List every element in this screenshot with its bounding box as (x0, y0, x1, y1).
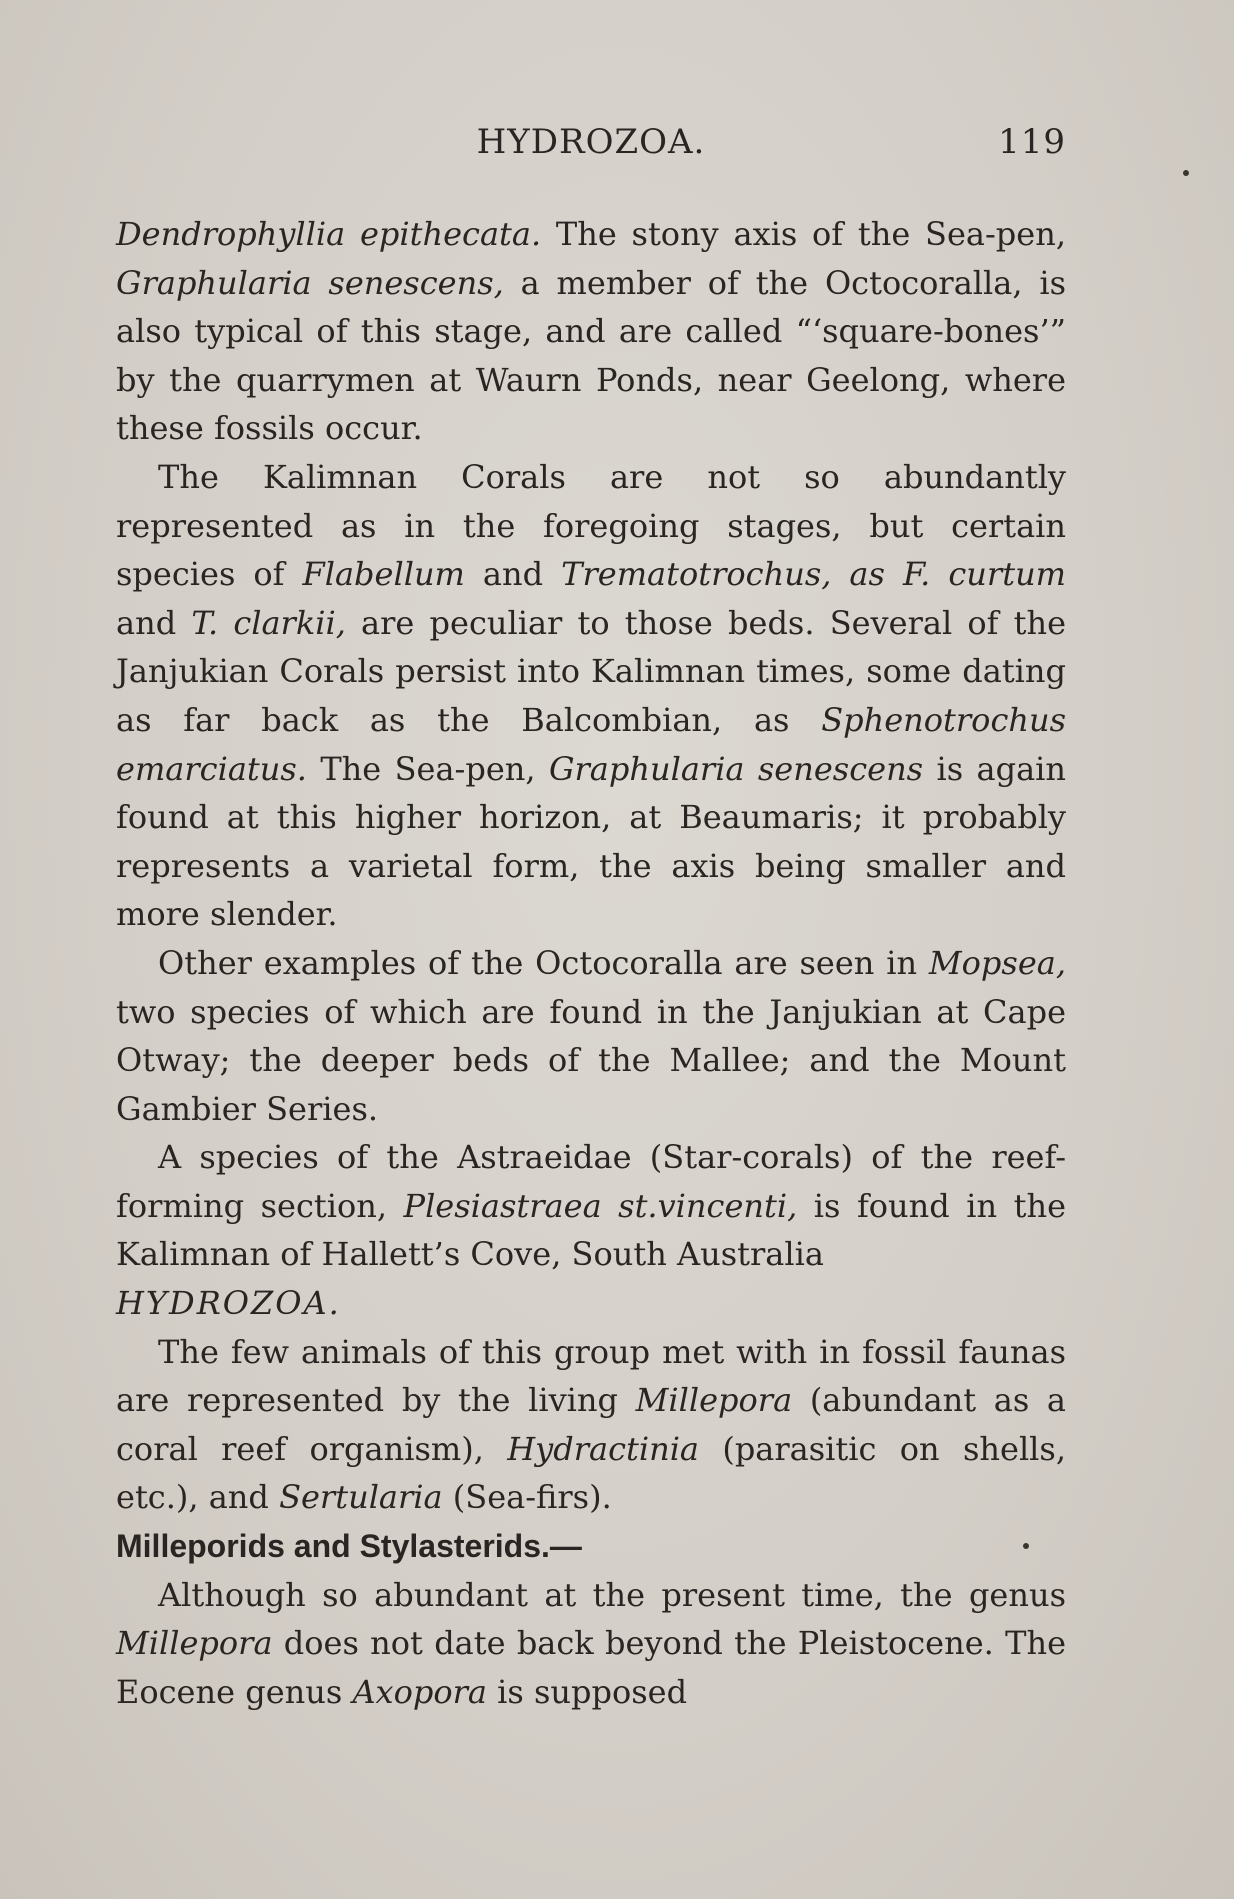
italic-taxon: Axopora (352, 1672, 487, 1711)
italic-taxon: Plesiastraea st.vincenti, (403, 1186, 798, 1225)
text-run: is again found at this higher horizon, at Beaumaris; it probably represents a varietal form, the axis being smaller and more slender. (116, 749, 1067, 934)
page-number: 119 (998, 122, 1066, 162)
italic-taxon: Millepora (635, 1381, 793, 1420)
paragraph-3 (116, 939, 1066, 1133)
italic-taxon: Hydractinia (507, 1429, 699, 1468)
paragraph-2 (116, 453, 1066, 939)
italic-taxon: Graphularia senescens, (116, 263, 504, 302)
text-run: is found in the Kalimnan of Hallett’s Cove, South Australia (116, 1186, 1067, 1274)
text-run: does not date back beyond the Pleistocene. The Eocene genus (116, 1624, 1066, 1711)
italic-taxon: Flabellum (302, 555, 465, 594)
italic-taxon: Mopsea, (928, 943, 1066, 982)
text-run: two species of which are found in the Janjukian at Cape Otway; the deeper beds of the Mallee; and the Mount Gambier Series. (116, 992, 1066, 1128)
text-run: (Sea-firs). (442, 1478, 612, 1517)
text-run: A species of the Astraeidae (Star-corals) of the reef-forming section, (116, 1138, 1066, 1225)
section-heading-milleporids: Milleporids and Stylasterids.— (116, 1528, 582, 1565)
italic-taxon: Dendrophyllia epithecata. (116, 215, 542, 253)
running-title: HYDROZOA. (476, 122, 706, 162)
text-run: The Kalimnan Corals are not so abundantly represented as in the foregoing stages, but certain species of (116, 457, 1066, 594)
text-run: The Sea-pen, (306, 749, 549, 788)
page-body (116, 210, 1066, 1716)
italic-taxon: T. clarkii, (191, 603, 346, 642)
text-run: and (116, 603, 192, 642)
paragraph-5 (116, 1328, 1066, 1522)
italic-taxon: Millepora (116, 1624, 273, 1663)
text-run: Other examples of the Octocoralla are seen in (158, 943, 929, 982)
text-run: (parasitic on shells, etc.), and (116, 1429, 1067, 1517)
paragraph-1 (116, 210, 1066, 453)
text-run: The stony axis of the Sea-pen, (541, 215, 1066, 253)
paragraph-6 (116, 1571, 1066, 1717)
text-run: a member of the Octocoralla, is also typical of this stage, and are called “‘square-bones’” by the quarrymen at Waurn Ponds, near Geelong, where these fossils occur. (116, 263, 1067, 448)
section-heading-hydrozoa: HYDROZOA. (116, 1284, 341, 1323)
text-run: (abundant as a coral reef organism), (116, 1381, 1067, 1468)
italic-taxon: Trematotrochus, as F. curtum (561, 555, 1067, 594)
ink-speck (1023, 1543, 1029, 1549)
text-run: are peculiar to those beds. Several of the Janjukian Corals persist into Kalimnan times, some dating as far back as the Balcombian, as (116, 603, 1067, 739)
italic-taxon: Sphenotrochus emarciatus. (116, 700, 1066, 788)
ink-speck (1183, 170, 1189, 176)
italic-taxon: Sertularia (279, 1478, 443, 1517)
text-run: and (464, 555, 562, 594)
text-run: Although so abundant at the present time, the genus (158, 1575, 1066, 1614)
italic-taxon: Graphularia senescens (548, 749, 924, 788)
paragraph-4 (116, 1133, 1066, 1279)
text-run: The few animals of this group met with in fossil faunas are represented by the living (116, 1332, 1066, 1420)
page-header (116, 122, 1066, 172)
text-run: is supposed (486, 1672, 688, 1711)
